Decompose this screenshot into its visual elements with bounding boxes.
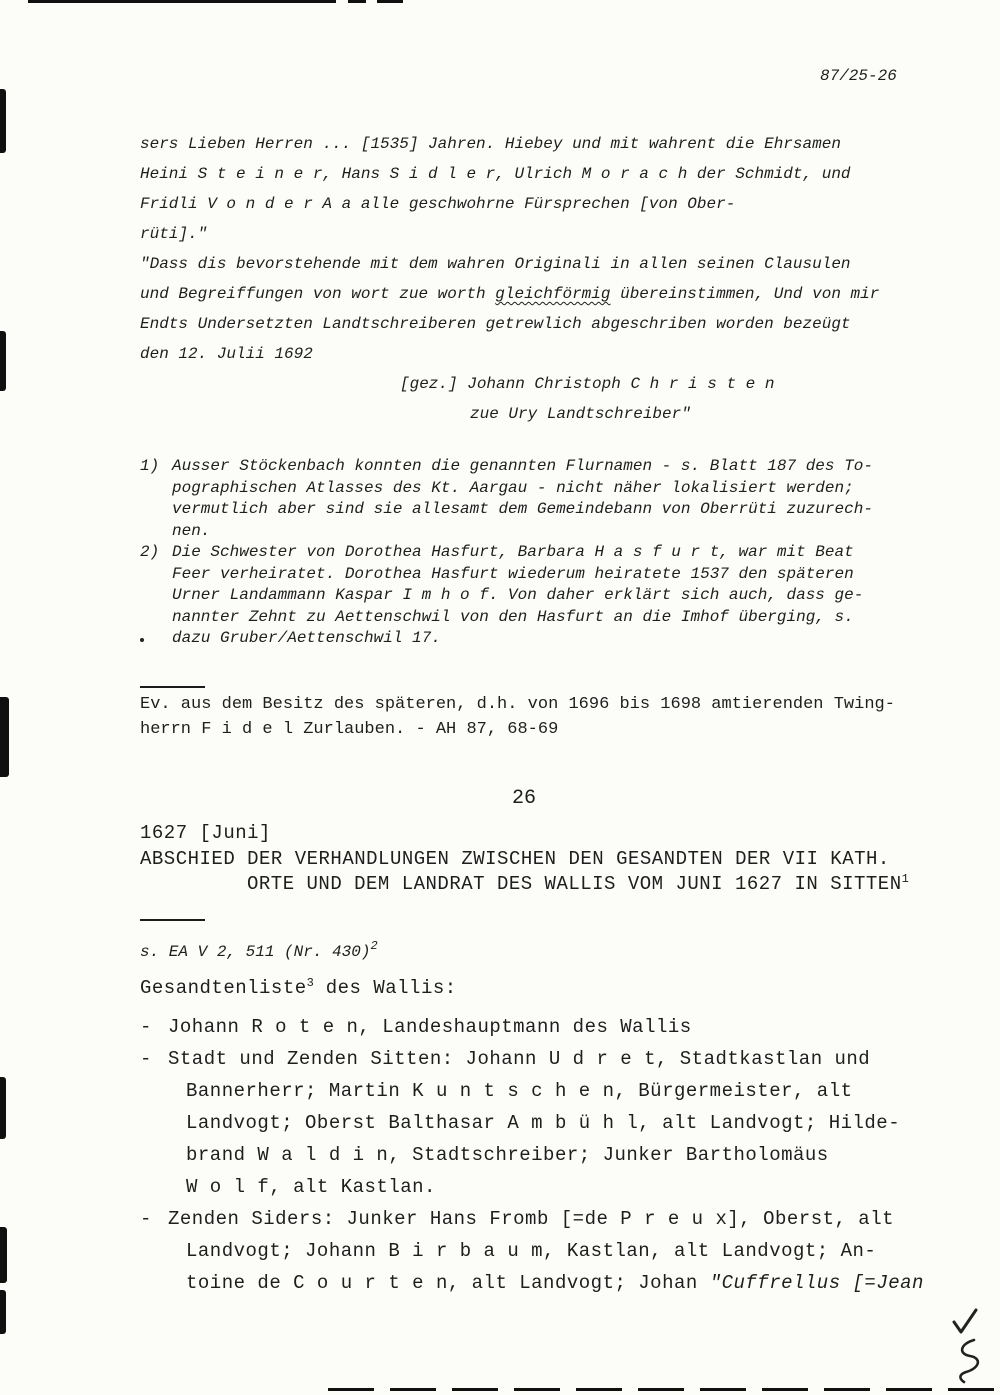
list-item-text: Zenden Siders: Junker Hans Fromb [=de P r e u x], Oberst, alt bbox=[168, 1208, 895, 1230]
page-number: 87/25-26 bbox=[820, 67, 897, 85]
footnote-line bbox=[140, 456, 950, 478]
list-item-text: Stadt und Zenden Sitten: Johann U d r e t, Stadtkastlan und bbox=[168, 1048, 871, 1070]
footnote-line: Feer verheiratet. Dorothea Hasfurt wiederum heiratete 1537 den späteren bbox=[172, 564, 854, 583]
document-title bbox=[140, 847, 950, 899]
scan-artifact-bottom-line bbox=[328, 1388, 1000, 1391]
footnote-line: nen. bbox=[172, 521, 211, 540]
list-bullet: - bbox=[140, 1048, 152, 1070]
footnote-line: nannter Zehnt zu Aettenschwil von den Hasfurt an die Imhof überging, s. bbox=[172, 607, 854, 626]
reference-text: s. EA V 2, 511 (Nr. 430) bbox=[140, 943, 371, 961]
list-item-text: Johann R o t e n, Landeshauptmann des Wallis bbox=[168, 1016, 692, 1038]
list-header-footnote-ref: 3 bbox=[306, 976, 314, 990]
delegate-list bbox=[140, 1011, 960, 1299]
transcript-line: rüti]." bbox=[140, 225, 208, 243]
transcript-line: Endts Undersetzten Landtschreiberen getrewlich abgeschriben worden bezeügt bbox=[140, 315, 851, 333]
list-item bbox=[140, 1203, 960, 1235]
provenance-line: Ev. aus dem Besitz des späteren, d.h. von 1696 bis 1698 amtierenden Twing- bbox=[140, 695, 895, 714]
scan-artifact-top-dash-2 bbox=[377, 0, 403, 3]
footnotes-block bbox=[140, 456, 950, 650]
footnote-marker: 1) bbox=[140, 457, 160, 475]
transcript-text: übereinstimmen, Und von mir bbox=[610, 285, 880, 303]
transcript-block bbox=[140, 129, 950, 429]
scan-artifact-edge-2 bbox=[0, 331, 6, 391]
handwritten-mark bbox=[946, 1306, 992, 1386]
list-bullet: - bbox=[140, 1016, 152, 1038]
list-item-continuation: Landvogt; Oberst Balthasar A m b ü h l, alt Landvogt; Hilde- bbox=[186, 1112, 901, 1134]
footnote-line: vermutlich aber sind sie allesamt dem Gemeindebann von Oberrüti zuzurech- bbox=[172, 500, 873, 518]
list-item-continuation: Landvogt; Johann B i r b a u m, Kastlan, alt Landvogt; An- bbox=[186, 1240, 877, 1262]
title-line: ABSCHIED DER VERHANDLUNGEN ZWISCHEN DEN GESANDTEN DER VII KATH. bbox=[140, 848, 890, 870]
list-item-text-italic: "Cuffrellus [=Jean bbox=[709, 1272, 924, 1294]
document-date: 1627 [Juni] bbox=[140, 822, 271, 844]
scan-artifact-edge-3 bbox=[0, 697, 9, 777]
provenance-block bbox=[140, 692, 950, 742]
list-header-text: Gesandtenliste bbox=[140, 977, 307, 999]
transcript-line: sers Lieben Herren ... [1535] Jahren. Hiebey und mit wahrent die Ehrsamen bbox=[140, 135, 841, 153]
provenance-line: herrn F i d e l Zurlauben. - AH 87, 68-69 bbox=[140, 720, 559, 739]
separator-rule bbox=[140, 919, 205, 921]
list-item bbox=[140, 1011, 960, 1043]
transcript-line: den 12. Julii 1692 bbox=[140, 345, 313, 363]
reference-footnote-ref: 2 bbox=[370, 939, 378, 953]
title-line bbox=[140, 872, 950, 899]
delegate-list-header bbox=[140, 977, 457, 999]
footnote-line: Urner Landammann Kaspar I m h o f. Von daher erklärt sich auch, dass ge- bbox=[172, 586, 864, 604]
scan-artifact-edge-4 bbox=[0, 1077, 6, 1139]
scan-artifact-edge-5 bbox=[0, 1227, 7, 1283]
footnote-line: dazu Gruber/Aettenschwil 17. bbox=[172, 629, 441, 647]
signature-line: [gez.] Johann Christoph C h r i s t e n bbox=[400, 375, 775, 393]
source-reference bbox=[140, 939, 378, 961]
list-item-continuation: W o l f, alt Kastlan. bbox=[186, 1176, 436, 1198]
footnote-1 bbox=[140, 456, 950, 542]
transcript-line: Heini S t e i n e r, Hans S i d l e r, Ulrich M o r a c h der Schmidt, und bbox=[140, 165, 851, 183]
list-item-text: toine de C o u r t e n, alt Landvogt; Johan bbox=[186, 1272, 710, 1294]
hand-underlined-word: gleichförmig bbox=[495, 285, 611, 303]
list-bullet: - bbox=[140, 1208, 152, 1230]
title-text: ORTE UND DEM LANDRAT DES WALLIS VOM JUNI 1627 IN SITTEN bbox=[247, 873, 902, 895]
transcript-line: "Dass dis bevorstehende mit dem wahren Originali in allen seinen Clausulen bbox=[140, 255, 851, 273]
list-item-continuation: Bannerherr; Martin K u n t s c h e n, Bürgermeister, alt bbox=[186, 1080, 853, 1102]
footnote-line: pographischen Atlasses des Kt. Aargau - nicht näher lokalisiert werden; bbox=[172, 478, 854, 497]
list-header-text: des Wallis: bbox=[313, 977, 457, 999]
list-item bbox=[140, 1043, 960, 1075]
separator-rule bbox=[140, 686, 205, 688]
footnote-text: Ausser Stöckenbach konnten die genannten Flurnamen - s. Blatt 187 des To- bbox=[172, 457, 873, 475]
signature-line: zue Ury Landtschreiber" bbox=[470, 405, 691, 423]
transcript-text: und Begreiffungen von wort zue worth bbox=[140, 285, 496, 303]
scan-artifact-top-line bbox=[28, 0, 336, 3]
transcript-line: Fridli V o n d e r A a alle geschwohrne Fürsprechen [von Ober- bbox=[140, 195, 736, 213]
list-item-continuation: brand W a l d i n, Stadtschreiber; Junker Bartholomäus bbox=[186, 1144, 829, 1166]
scan-artifact-edge-6 bbox=[0, 1290, 6, 1334]
footnote-marker: 2) bbox=[140, 543, 160, 561]
document-number: 26 bbox=[511, 787, 536, 810]
footnote-line bbox=[140, 542, 950, 564]
scan-artifact-edge-1 bbox=[0, 89, 6, 153]
footnote-2 bbox=[140, 542, 950, 650]
footnote-text: Die Schwester von Dorothea Hasfurt, Barbara H a s f u r t, war mit Beat bbox=[172, 543, 854, 561]
title-footnote-ref: 1 bbox=[901, 872, 909, 886]
list-item-continuation bbox=[140, 1267, 960, 1299]
transcript-line bbox=[140, 279, 950, 309]
scan-artifact-top-dash-1 bbox=[348, 0, 366, 3]
